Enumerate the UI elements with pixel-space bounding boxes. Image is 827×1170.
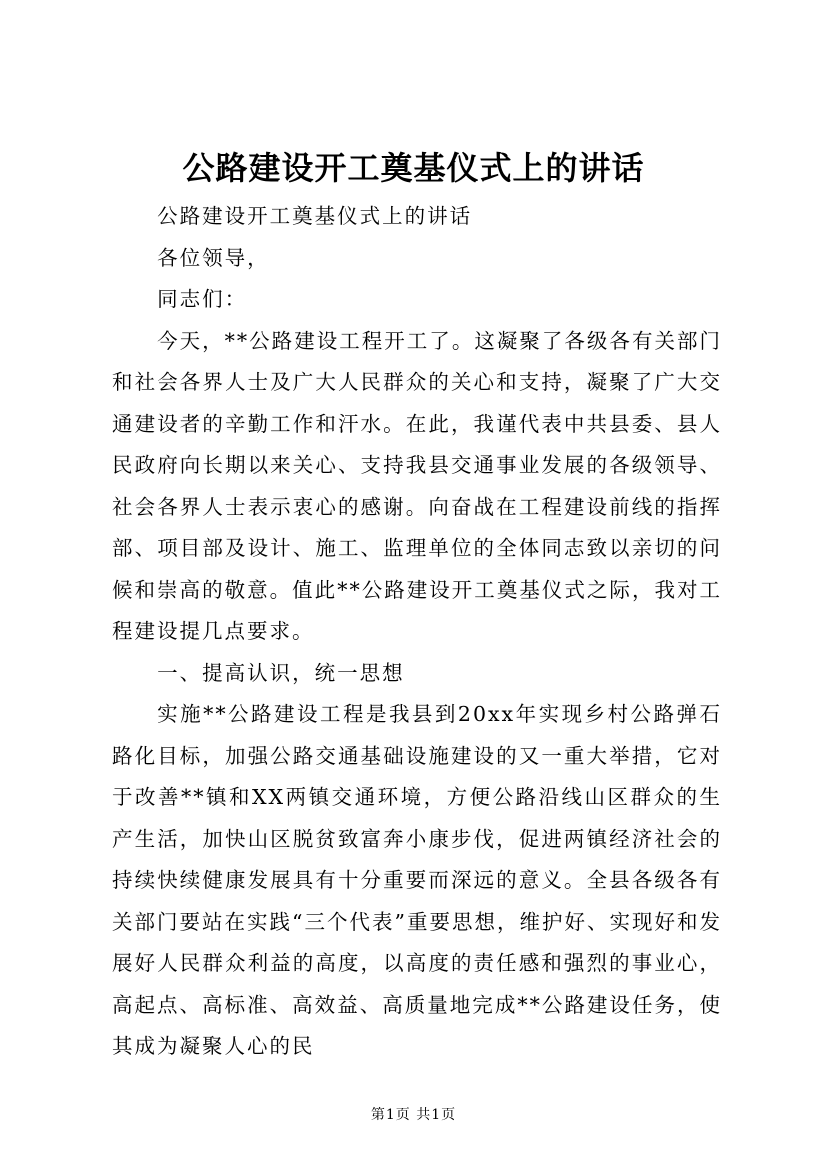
subtitle-paragraph: 公路建设开工奠基仪式上的讲话 [157, 204, 473, 228]
body-paragraph-opening: 今天，**公路建设工程开工了。这凝聚了各级各有关部门和社会各界人士及广大人民群众的关心和支持，凝聚了广大交通建设者的辛勤工作和汗水。在此，我谨代表中共县委、县人民政府向长期以来关心、支持我县交通事业发展的各级领导、社会各界人士表示衷心的感谢。向奋战在工程建设前线的指挥部、项目部及设计、施工、监理单位的全体同志致以亲切的问候和崇高的敬意。值此**公路建设开工奠基仪式之际，我对工程建设提几点要求。 [112, 328, 722, 643]
salutation-leaders: 各位领导， [157, 245, 270, 270]
body-paragraph-section-1: 实施**公路建设工程是我县到20xx年实现乡村公路弹石路化目标，加强公路交通基础设施建设的又一重大举措，它对于改善**镇和XX两镇交通环境，方便公路沿线山区群众的生产生活，加快山区脱贫致富奔小康步伐，促进两镇经济社会的持续快续健康发展具有十分重要而深远的意义。全县各级各有关部门要站在实践“三个代表”重要思想，维护好、实现好和发展好人民群众利益的高度，以高度的责任感和强烈的事业心，高起点、高标准、高效益、高质量地完成**公路建设任务，使其成为凝聚人心的民 [112, 702, 722, 1058]
document-title: 公路建设开工奠基仪式上的讲话 [182, 149, 645, 187]
page-footer: 第1页 共1页 [370, 1107, 457, 1123]
salutation-comrades: 同志们： [157, 287, 248, 311]
document-body [112, 196, 722, 1068]
section-heading-1: 一、提高认识，统一思想 [157, 660, 405, 685]
